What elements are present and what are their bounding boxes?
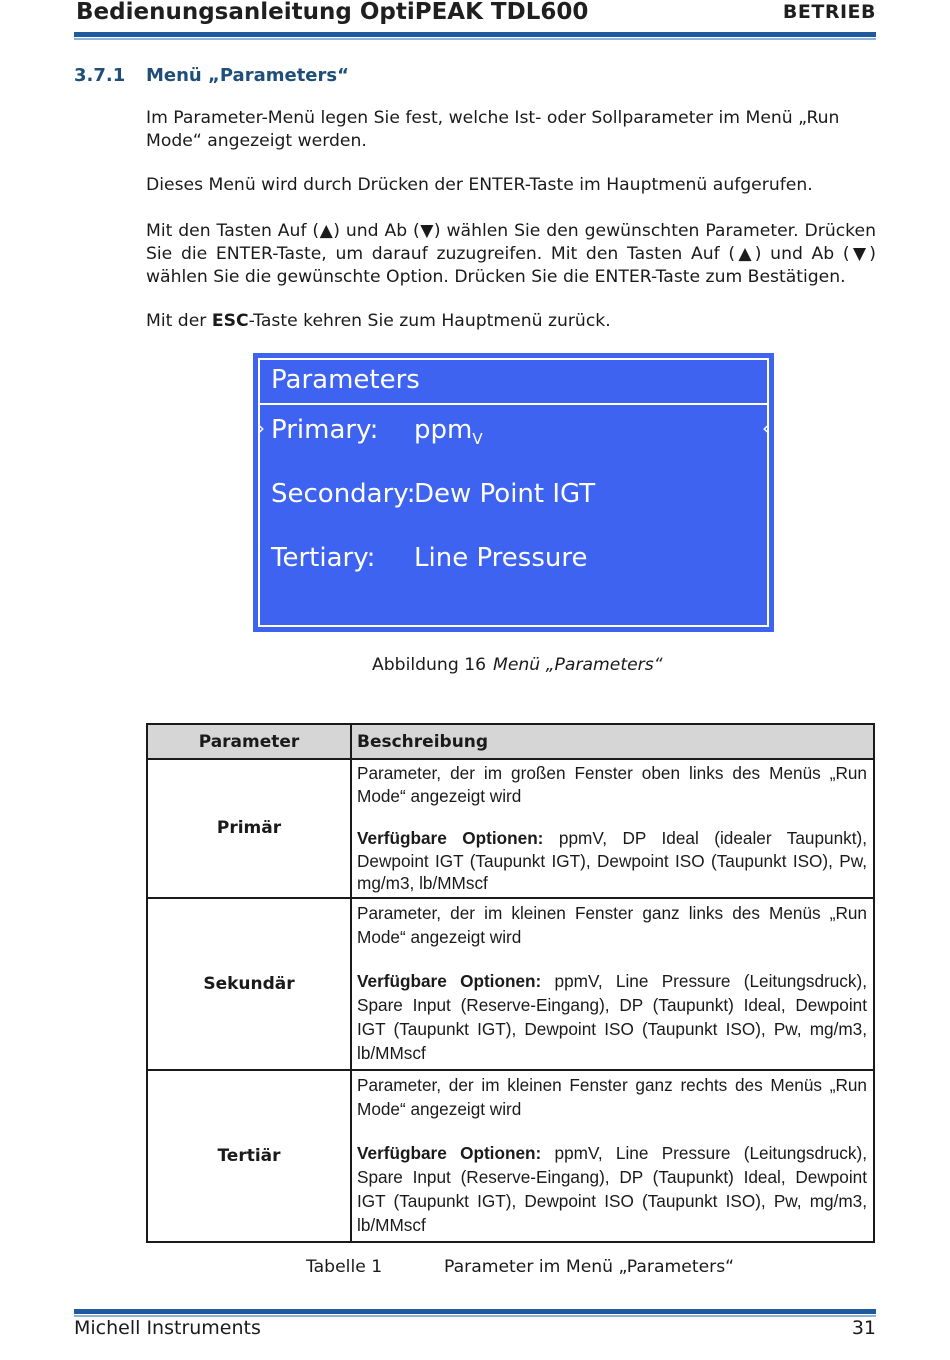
available-options <box>357 969 867 1065</box>
header-rule <box>74 32 876 37</box>
secondary-value: Dew Point IGT <box>414 479 596 509</box>
parameter-description <box>351 898 874 1070</box>
parameter-name: Primär <box>147 759 351 898</box>
esc-paragraph <box>146 310 876 333</box>
screen-title-divider <box>258 403 769 405</box>
page-number: 31 <box>851 1317 876 1339</box>
esc-key-label: ESC <box>211 311 249 331</box>
column-header-description: Beschreibung <box>351 724 874 759</box>
figure-caption-text: Menü „Parameters“ <box>493 655 663 675</box>
parameter-description <box>351 1070 874 1242</box>
selection-right-arrow-icon: ‹ <box>762 416 770 440</box>
navigation-paragraph: Mit den Tasten Auf (▲) und Ab (▼) wählen Sie den gewünschten Parameter. Drücken Sie die ENTER-Taste, um darauf zuzugreifen. Mit den Tasten Auf (▲) und Ab (▼) wählen Sie die gewünschte Option. Drücken Sie die ENTER-Taste zum Bestätigen. <box>146 221 876 287</box>
parameter-description <box>351 759 874 898</box>
primary-value <box>414 415 483 448</box>
screen-title: Parameters <box>271 365 420 395</box>
description-text: Parameter, der im kleinen Fenster ganz rechts des Menüs „Run Mode“ angezeigt wird <box>357 1074 867 1119</box>
selection-left-arrow-icon: › <box>257 416 265 440</box>
intro-paragraph: Im Parameter-Menü legen Sie fest, welche Ist- oder Sollparameter im Menü „Run Mode“ angezeigt werden. <box>146 108 840 151</box>
chapter-label: BETRIEB <box>782 1 876 23</box>
secondary-label: Secondary: <box>271 479 416 509</box>
parameters-table <box>146 723 875 1243</box>
options-list: ppmV, Line Pressure (Leitungsdruck), Spare Input (Reserve-Eingang), DP (Taupunkt) Ideal, Dewpoint IGT (Taupunkt IGT), Dewpoint ISO (Taupunkt ISO), Pw, mg/m3, lb/MMscf <box>357 1142 867 1235</box>
options-label: Verfügbare Optionen: <box>357 970 542 991</box>
footer-company: Michell Instruments <box>74 1317 261 1339</box>
header-rule-thin <box>74 38 876 40</box>
esc-text-before: Mit der <box>146 311 212 331</box>
options-list: ppmV, DP Ideal (idealer Taupunkt), Dewpoint IGT (Taupunkt IGT), Dewpoint ISO (Taupunkt ISO), Pw, mg/m3, lb/MMscf <box>357 828 867 893</box>
primary-label: Primary: <box>271 415 379 445</box>
tertiary-label: Tertiary: <box>271 543 376 573</box>
enter-paragraph: Dieses Menü wird durch Drücken der ENTER-Taste im Hauptmenü aufgerufen. <box>146 175 813 195</box>
table-row <box>147 759 874 898</box>
options-label: Verfügbare Optionen: <box>357 828 544 848</box>
tertiary-value: Line Pressure <box>414 543 588 573</box>
parameter-name: Tertiär <box>147 1070 351 1242</box>
table-header-row <box>147 724 874 759</box>
document-title: Bedienungsanleitung OptiPEAK TDL600 <box>76 0 589 25</box>
available-options <box>357 827 867 895</box>
esc-text-after: -Taste kehren Sie zum Hauptmenü zurück. <box>248 311 611 331</box>
primary-unit: ppm <box>414 415 473 445</box>
description-text: Parameter, der im großen Fenster oben links des Menüs „Run Mode“ angezeigt wird <box>357 763 867 806</box>
column-header-parameter: Parameter <box>147 724 351 759</box>
description-text: Parameter, der im kleinen Fenster ganz links des Menüs „Run Mode“ angezeigt wird <box>357 902 867 947</box>
section-title: Menü „Parameters“ <box>146 65 349 86</box>
options-list: ppmV, Line Pressure (Leitungsdruck), Spare Input (Reserve-Eingang), DP (Taupunkt) Ideal, Dewpoint IGT (Taupunkt IGT), Dewpoint ISO (Taupunkt ISO), Pw, mg/m3, lb/MMscf <box>357 970 867 1063</box>
figure-caption-label: Abbildung 16 <box>372 655 487 675</box>
section-number: 3.7.1 <box>74 65 126 86</box>
table-caption-text: Parameter im Menü „Parameters“ <box>444 1257 735 1277</box>
table-row <box>147 1070 874 1242</box>
footer-rule <box>74 1309 876 1314</box>
parameters-screen <box>253 353 774 632</box>
parameter-name: Sekundär <box>147 898 351 1070</box>
table-caption-label: Tabelle 1 <box>306 1257 383 1277</box>
options-label: Verfügbare Optionen: <box>357 1142 542 1163</box>
primary-unit-subscript: V <box>472 430 483 448</box>
available-options <box>357 1141 867 1237</box>
table-row <box>147 898 874 1070</box>
